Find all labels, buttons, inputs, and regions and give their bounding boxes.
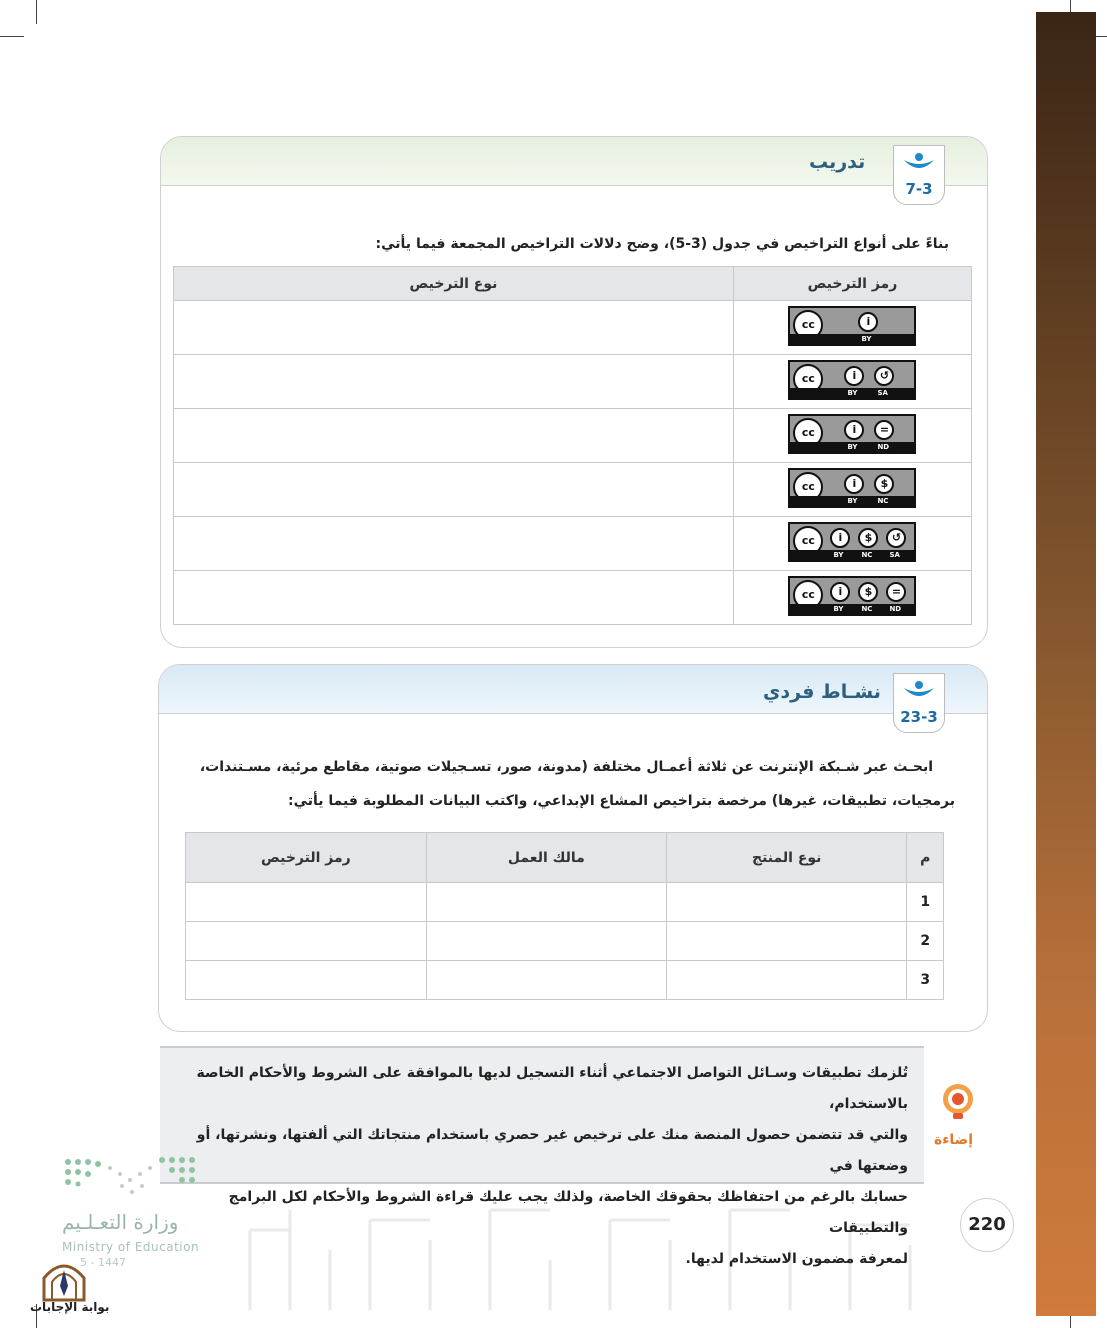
lightbulb-icon: [938, 1082, 978, 1122]
license-code: BY: [847, 388, 858, 397]
cc-by-nc-sa-badge: [788, 522, 916, 562]
row-index: 2: [907, 922, 944, 961]
activity-number: 23-3: [900, 708, 938, 726]
license-code: SA: [889, 550, 900, 559]
license-code: NC: [877, 496, 889, 505]
cc-by-nc-badge: [788, 468, 916, 508]
cc-icon: cc: [793, 472, 823, 502]
license-symbol-cell: [733, 409, 971, 463]
owner-cell[interactable]: [426, 883, 666, 922]
license-code-bar: [790, 496, 914, 506]
activity-person-icon: [894, 680, 944, 707]
cc-icon: cc: [793, 580, 823, 610]
tip-line: لمعرفة مضمون الاستخدام لديها.: [685, 1251, 908, 1267]
by-icon: i: [858, 312, 878, 332]
license-row: [174, 301, 972, 355]
by-icon: i: [830, 528, 850, 548]
product-type-cell[interactable]: [667, 883, 907, 922]
crop-mark: [0, 36, 24, 37]
tip-line: تُلزمك تطبيقات وسـائل التواصل الاجتماعي أثناء التسجيل لديها بالموافقة على الشروط والأحكام الخاصة بالاستخدام،: [196, 1065, 908, 1112]
license-symbol-cell[interactable]: [186, 922, 427, 961]
cc-icon: cc: [793, 418, 823, 448]
owner-cell[interactable]: [426, 961, 666, 1000]
tip-line: حسابك بالرغم من احتفاظك بحقوقك الخاصة، ولذلك يجب عليك قراءة الشروط والأحكام لكل البرامج والتطبيقات: [228, 1189, 908, 1236]
nc-icon: $: [874, 474, 894, 494]
cc-icon: cc: [793, 526, 823, 556]
training-number: 7-3: [905, 180, 933, 198]
activity-instruction-line2: برمجيات، تطبيقات، غيرها) مرخصة بتراخيص المشاع الإبداعي، واكتب البيانات المطلوبة فيما يأتي:: [287, 793, 955, 809]
table-row: [186, 883, 944, 922]
ministry-name-en: Ministry of Education: [62, 1240, 200, 1254]
cc-by-badge: [788, 306, 916, 346]
owner-header: مالك العمل: [426, 833, 666, 883]
activity-person-icon: [894, 152, 944, 179]
sa-icon: ↺: [886, 528, 906, 548]
product-type-header: نوع المنتج: [667, 833, 907, 883]
license-code: ND: [877, 442, 890, 451]
license-code: SA: [877, 388, 888, 397]
license-type-cell[interactable]: [174, 409, 734, 463]
table-row: [186, 922, 944, 961]
license-code: BY: [833, 550, 844, 559]
license-type-cell[interactable]: [174, 517, 734, 571]
license-symbol-cell[interactable]: [186, 961, 427, 1000]
license-type-cell[interactable]: [174, 355, 734, 409]
index-header: م: [907, 833, 944, 883]
license-symbol-header: رمز الترخيص: [733, 267, 971, 301]
license-symbol-cell: [733, 355, 971, 409]
license-code: NC: [861, 604, 873, 613]
tip-box: [160, 1046, 924, 1267]
side-color-strip: [1036, 12, 1096, 1316]
row-index: 3: [907, 961, 944, 1000]
nc-icon: $: [858, 582, 878, 602]
table-row: [186, 961, 944, 1000]
license-code: BY: [833, 604, 844, 613]
crop-mark: [36, 0, 37, 24]
training-instruction: بناءً على أنواع التراخيص في جدول (3-5)، وضح دلالات التراخيص المجمعة فيما يأتي:: [375, 236, 949, 252]
license-code: NC: [861, 550, 873, 559]
product-type-cell[interactable]: [667, 922, 907, 961]
cc-by-nd-badge: [788, 414, 916, 454]
license-code: BY: [861, 334, 872, 343]
page-number: 220: [960, 1198, 1014, 1252]
ministry-year: 5 - 1447: [80, 1256, 126, 1269]
tip-label: إضاءة: [934, 1132, 974, 1148]
by-icon: i: [844, 420, 864, 440]
license-symbol-header: رمز الترخيص: [186, 833, 427, 883]
activity-number-badge: [893, 673, 945, 733]
ministry-name-ar: وزارة التعـلـيم: [62, 1210, 179, 1234]
by-icon: i: [844, 366, 864, 386]
license-row: [174, 571, 972, 625]
license-code-bar: [790, 334, 914, 344]
license-symbol-cell: [733, 463, 971, 517]
works-table: [185, 832, 944, 1000]
license-code: BY: [847, 496, 858, 505]
license-code: ND: [889, 604, 902, 613]
row-index: 1: [907, 883, 944, 922]
nd-icon: =: [874, 420, 894, 440]
license-type-cell[interactable]: [174, 301, 734, 355]
cc-by-sa-badge: [788, 360, 916, 400]
portal-name: بوابة الإجابات: [30, 1300, 110, 1314]
product-type-cell[interactable]: [667, 961, 907, 1000]
cc-by-nc-nd-badge: [788, 576, 916, 616]
license-code-bar: [790, 442, 914, 452]
by-icon: i: [844, 474, 864, 494]
cc-icon: cc: [793, 310, 823, 340]
owner-cell[interactable]: [426, 922, 666, 961]
activity-panel: [158, 664, 988, 1032]
nc-icon: $: [858, 528, 878, 548]
tip-line: والتي قد تتضمن حصول المنصة منك على ترخيص غير حصري باستخدام منتجاتك التي ألفتها، ونشرتها، أو وضعتها في: [196, 1127, 908, 1174]
license-row: [174, 463, 972, 517]
sa-icon: ↺: [874, 366, 894, 386]
training-number-badge: [893, 145, 945, 205]
license-row: [174, 409, 972, 463]
license-table: [173, 266, 972, 625]
tip-text: [168, 1058, 908, 1275]
activity-instruction-line1: ابحـث عبر شـبكة الإنترنت عن ثلاثة أعمـال مختلفة (مدونة، صور، تسـجيلات صوتية، مقاطع مرئية، مسـتندات،: [199, 759, 933, 775]
license-symbol-cell[interactable]: [186, 883, 427, 922]
training-title: تدريب: [809, 151, 866, 173]
portal-logo: [38, 1256, 90, 1302]
cc-icon: cc: [793, 364, 823, 394]
license-symbol-cell: [733, 517, 971, 571]
license-type-header: نوع الترخيص: [174, 267, 734, 301]
nd-icon: =: [886, 582, 906, 602]
license-type-cell[interactable]: [174, 463, 734, 517]
license-row: [174, 517, 972, 571]
license-symbol-cell: [733, 571, 971, 625]
by-icon: i: [830, 582, 850, 602]
ministry-logo-dots: [62, 1156, 198, 1200]
license-code-bar: [790, 604, 914, 614]
license-code-bar: [790, 550, 914, 560]
training-panel: [160, 136, 988, 648]
license-code-bar: [790, 388, 914, 398]
license-row: [174, 355, 972, 409]
license-symbol-cell: [733, 301, 971, 355]
license-type-cell[interactable]: [174, 571, 734, 625]
license-code: BY: [847, 442, 858, 451]
activity-title: نشـاط فردي: [763, 681, 881, 703]
